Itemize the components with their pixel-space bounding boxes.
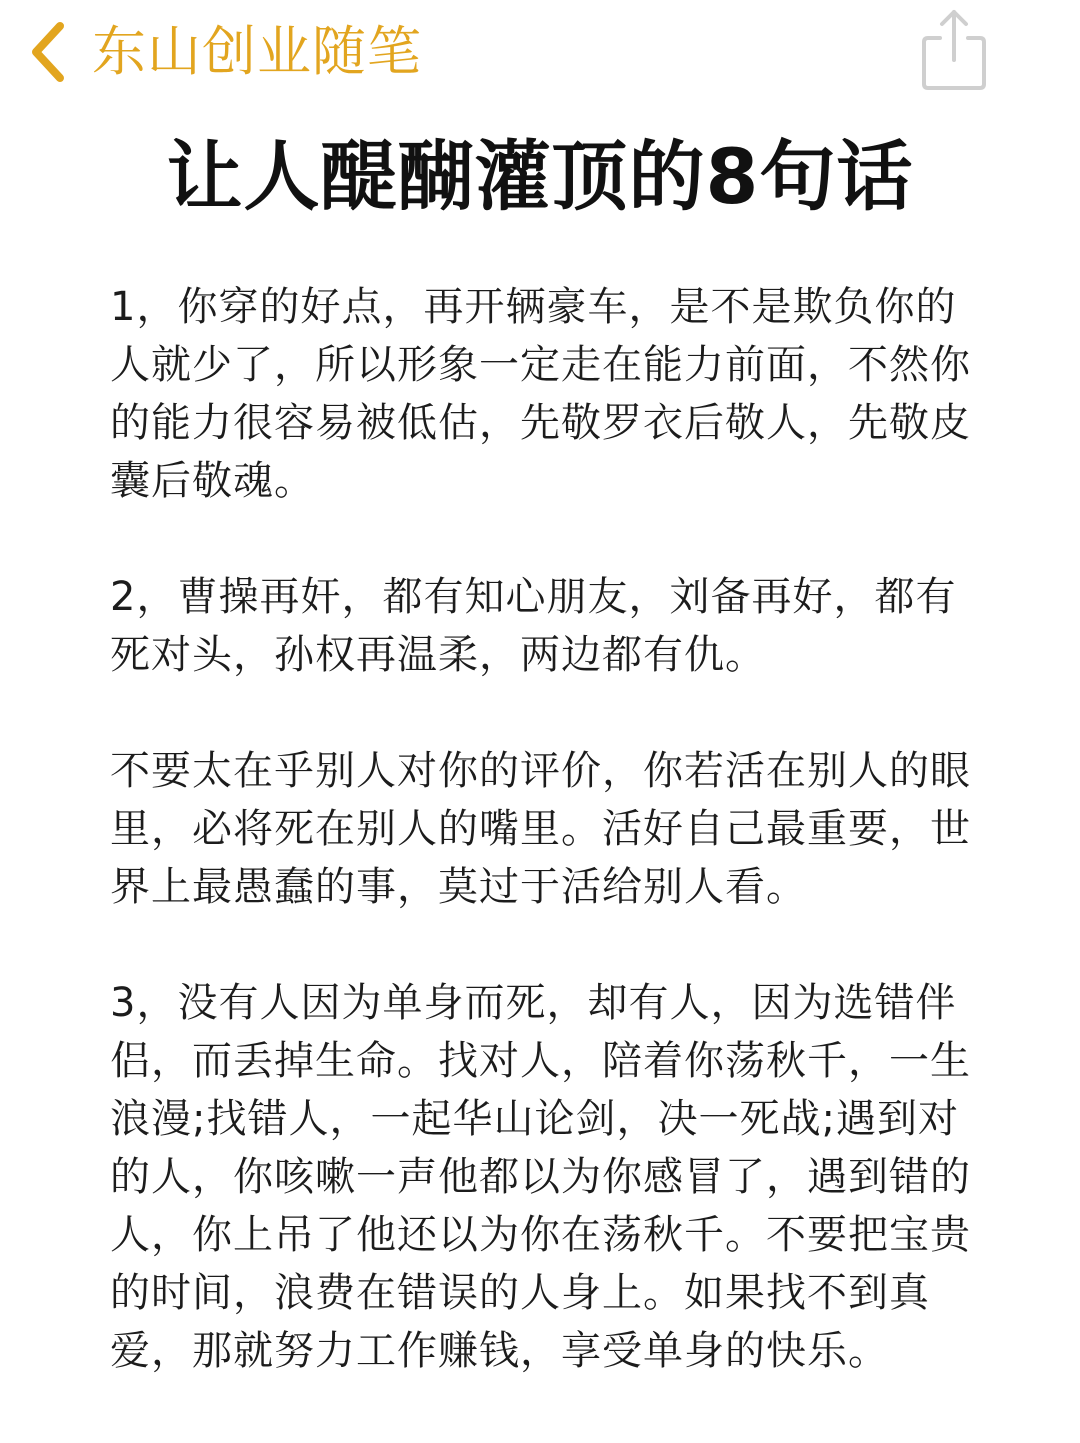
navigation-bar [0, 0, 1080, 100]
note-paragraph-2: 2，曹操再奸，都有知心朋友，刘备再好，都有死对头，孙权再温柔，两边都有仇。 [110, 574, 957, 678]
note-paragraph-3: 不要太在乎别人对你的评价，你若活在别人的眼里，必将死在别人的嘴里。活好自己最重要，世界上最愚蠢的事，莫过于活给别人看。 [110, 748, 971, 910]
share-button[interactable] [918, 6, 990, 92]
share-icon[interactable] [918, 77, 990, 96]
chevron-left-icon[interactable] [22, 14, 74, 90]
back-button[interactable] [22, 14, 422, 90]
note-paragraph-1: 1，你穿的好点，再开辆豪车，是不是欺负你的人就少了，所以形象一定走在能力前面，不然你的能力很容易被低估，先敬罗衣后敬人，先敬皮囊后敬魂。 [110, 284, 971, 504]
note-paragraph-4: 3，没有人因为单身而死，却有人，因为选错伴侣，而丢掉生命。找对人，陪着你荡秋千，一生浪漫;找错人，一起华山论剑，决一死战;遇到对的人，你咳嗽一声他都以为你感冒了，遇到错的人，你上吊了他还以为你在荡秋千。不要把宝贵的时间，浪费在错误的人身上。如果找不到真爱，那就努力工作赚钱，享受单身的快乐。 [110, 980, 971, 1374]
note-title: 让人醍醐灌顶的8句话 [166, 132, 914, 221]
note-body[interactable] [110, 278, 972, 1438]
folder-name[interactable]: 东山创业随笔 [92, 20, 422, 83]
